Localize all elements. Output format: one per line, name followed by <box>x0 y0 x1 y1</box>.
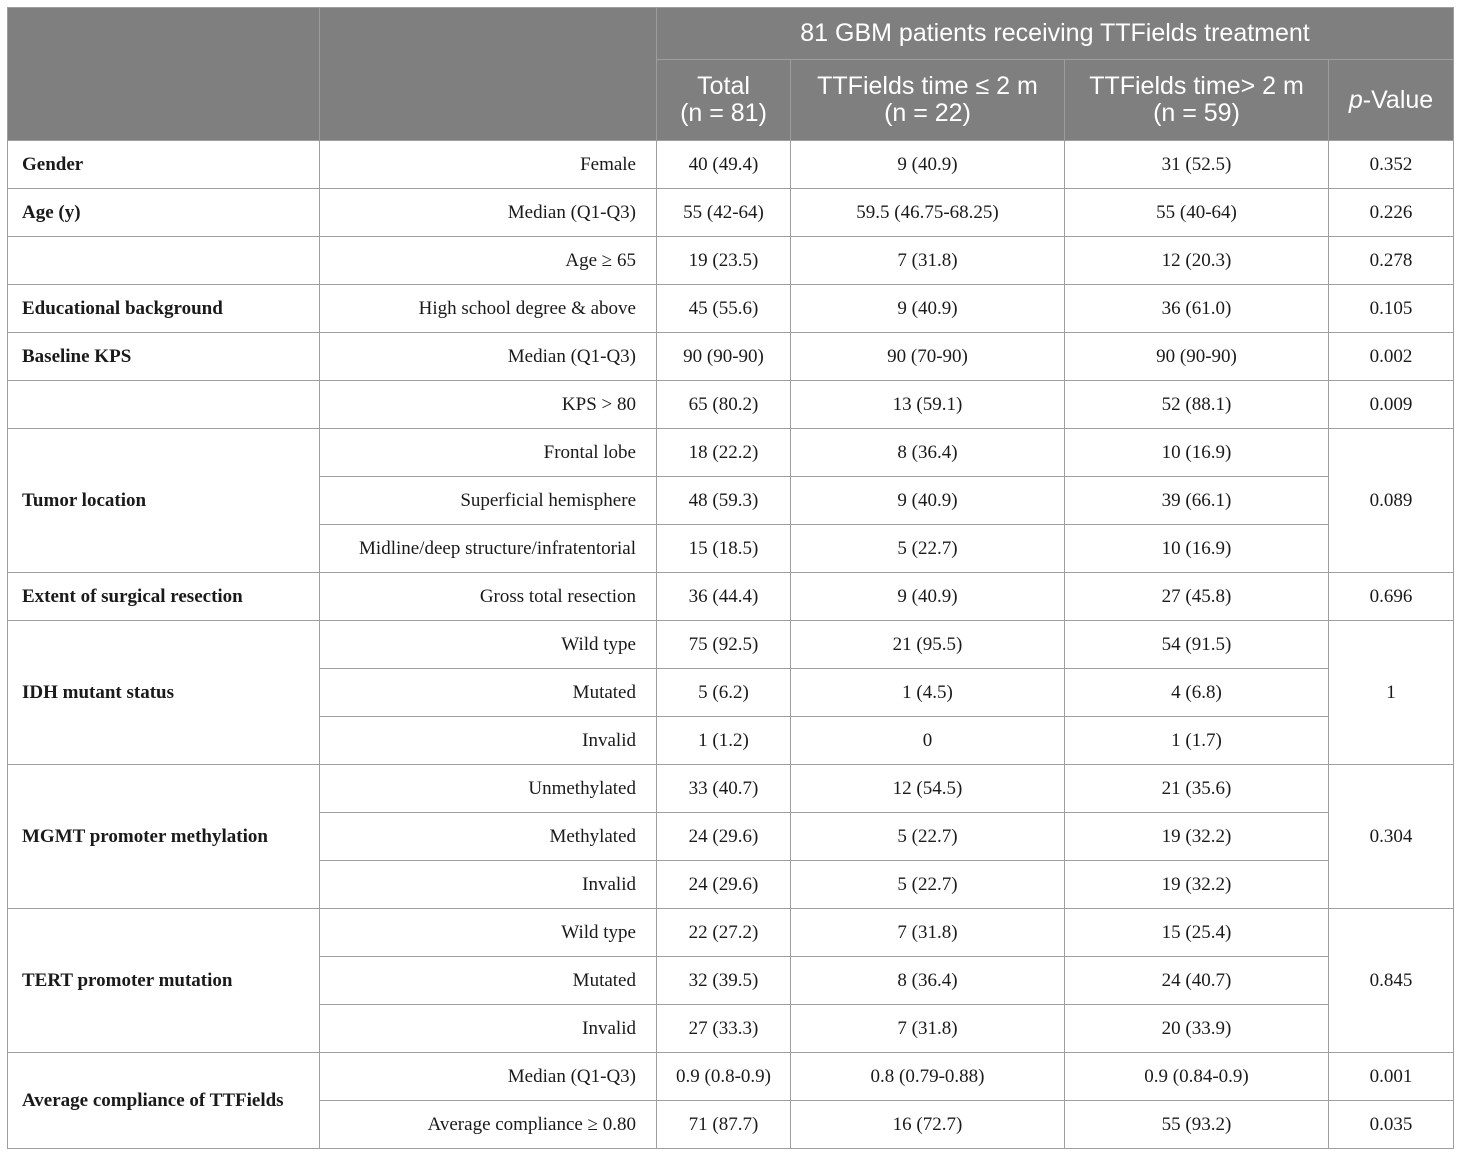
cell-pvalue: 0.001 <box>1329 1053 1454 1101</box>
cell-pvalue: 0.352 <box>1329 141 1454 189</box>
cell-le2: 8 (36.4) <box>791 429 1065 477</box>
cell-le2: 59.5 (46.75-68.25) <box>791 189 1065 237</box>
cell-le2: 7 (31.8) <box>791 237 1065 285</box>
header-pvalue-rest: -Value <box>1362 85 1434 114</box>
cell-total: 90 (90-90) <box>657 333 791 381</box>
row-label: Age ≥ 65 <box>320 237 657 285</box>
row-label: Average compliance ≥ 0.80 <box>320 1101 657 1149</box>
header-le2-title: TTFields time ≤ 2 m <box>817 72 1038 100</box>
cell-total: 75 (92.5) <box>657 621 791 669</box>
table-row <box>8 141 1454 189</box>
cell-le2: 9 (40.9) <box>791 285 1065 333</box>
cell-le2: 13 (59.1) <box>791 381 1065 429</box>
cell-gt2: 24 (40.7) <box>1065 957 1329 1005</box>
cell-gt2: 90 (90-90) <box>1065 333 1329 381</box>
table-row <box>8 237 1454 285</box>
cell-le2: 8 (36.4) <box>791 957 1065 1005</box>
cell-gt2: 36 (61.0) <box>1065 285 1329 333</box>
header-pvalue <box>1329 60 1454 141</box>
cell-total: 40 (49.4) <box>657 141 791 189</box>
row-category: Average compliance of TTFields <box>8 1053 320 1149</box>
cell-gt2: 19 (32.2) <box>1065 813 1329 861</box>
cell-le2: 0.8 (0.79-0.88) <box>791 1053 1065 1101</box>
row-label: Mutated <box>320 957 657 1005</box>
cell-gt2: 12 (20.3) <box>1065 237 1329 285</box>
cell-gt2: 10 (16.9) <box>1065 429 1329 477</box>
row-category: TERT promoter mutation <box>8 909 320 1053</box>
row-label: Frontal lobe <box>320 429 657 477</box>
cell-total: 15 (18.5) <box>657 525 791 573</box>
cell-gt2: 52 (88.1) <box>1065 381 1329 429</box>
cell-le2: 9 (40.9) <box>791 477 1065 525</box>
row-category: Baseline KPS <box>8 333 320 381</box>
cell-le2: 9 (40.9) <box>791 573 1065 621</box>
row-label: Wild type <box>320 909 657 957</box>
row-label: Invalid <box>320 861 657 909</box>
row-category: Extent of surgical resection <box>8 573 320 621</box>
cell-total: 71 (87.7) <box>657 1101 791 1149</box>
cell-gt2: 27 (45.8) <box>1065 573 1329 621</box>
cell-total: 24 (29.6) <box>657 861 791 909</box>
cell-gt2: 0.9 (0.84-0.9) <box>1065 1053 1329 1101</box>
cell-le2: 1 (4.5) <box>791 669 1065 717</box>
cell-total: 33 (40.7) <box>657 765 791 813</box>
table-row <box>8 333 1454 381</box>
cell-gt2: 4 (6.8) <box>1065 669 1329 717</box>
cell-total: 27 (33.3) <box>657 1005 791 1053</box>
cell-total: 45 (55.6) <box>657 285 791 333</box>
row-label: Female <box>320 141 657 189</box>
table-row <box>8 189 1454 237</box>
cell-pvalue: 1 <box>1329 621 1454 765</box>
header-empty-category <box>8 8 320 141</box>
row-label: Superficial hemisphere <box>320 477 657 525</box>
cell-le2: 7 (31.8) <box>791 1005 1065 1053</box>
cell-le2: 9 (40.9) <box>791 141 1065 189</box>
cell-pvalue: 0.304 <box>1329 765 1454 909</box>
cell-total: 48 (59.3) <box>657 477 791 525</box>
cell-pvalue: 0.845 <box>1329 909 1454 1053</box>
table-row <box>8 765 1454 813</box>
cell-pvalue: 0.105 <box>1329 285 1454 333</box>
cell-gt2: 20 (33.9) <box>1065 1005 1329 1053</box>
cell-gt2: 15 (25.4) <box>1065 909 1329 957</box>
cell-gt2: 54 (91.5) <box>1065 621 1329 669</box>
row-label: Gross total resection <box>320 573 657 621</box>
row-label: Median (Q1-Q3) <box>320 1053 657 1101</box>
table-header <box>8 8 1454 141</box>
row-label: Invalid <box>320 717 657 765</box>
table-row <box>8 909 1454 957</box>
cell-gt2: 55 (40-64) <box>1065 189 1329 237</box>
row-label: Unmethylated <box>320 765 657 813</box>
row-label: Mutated <box>320 669 657 717</box>
header-empty-label <box>320 8 657 141</box>
row-category: Tumor location <box>8 429 320 573</box>
row-label: Midline/deep structure/infratentorial <box>320 525 657 573</box>
header-group-title: 81 GBM patients receiving TTFields treatment <box>657 8 1454 60</box>
cell-le2: 7 (31.8) <box>791 909 1065 957</box>
row-category: Gender <box>8 141 320 189</box>
cell-pvalue: 0.035 <box>1329 1101 1454 1149</box>
header-total <box>657 60 791 141</box>
cell-le2: 5 (22.7) <box>791 525 1065 573</box>
row-label: KPS > 80 <box>320 381 657 429</box>
cell-total: 65 (80.2) <box>657 381 791 429</box>
cell-total: 32 (39.5) <box>657 957 791 1005</box>
cell-gt2: 21 (35.6) <box>1065 765 1329 813</box>
cell-gt2: 55 (93.2) <box>1065 1101 1329 1149</box>
cell-pvalue: 0.278 <box>1329 237 1454 285</box>
cell-pvalue: 0.089 <box>1329 429 1454 573</box>
cell-le2: 12 (54.5) <box>791 765 1065 813</box>
row-category: MGMT promoter methylation <box>8 765 320 909</box>
row-label: Methylated <box>320 813 657 861</box>
cell-gt2: 31 (52.5) <box>1065 141 1329 189</box>
cell-total: 5 (6.2) <box>657 669 791 717</box>
cell-le2: 21 (95.5) <box>791 621 1065 669</box>
header-total-n: (n = 81) <box>680 99 767 127</box>
row-category: Educational background <box>8 285 320 333</box>
cell-le2: 5 (22.7) <box>791 813 1065 861</box>
cell-pvalue: 0.009 <box>1329 381 1454 429</box>
cell-total: 0.9 (0.8-0.9) <box>657 1053 791 1101</box>
header-le2 <box>791 60 1065 141</box>
table-row <box>8 621 1454 669</box>
row-label: Wild type <box>320 621 657 669</box>
cell-le2: 16 (72.7) <box>791 1101 1065 1149</box>
cell-le2: 0 <box>791 717 1065 765</box>
header-gt2 <box>1065 60 1329 141</box>
cell-pvalue: 0.226 <box>1329 189 1454 237</box>
cell-total: 24 (29.6) <box>657 813 791 861</box>
cell-total: 22 (27.2) <box>657 909 791 957</box>
cell-total: 55 (42-64) <box>657 189 791 237</box>
cell-gt2: 19 (32.2) <box>1065 861 1329 909</box>
table-row <box>8 1053 1454 1101</box>
cell-total: 19 (23.5) <box>657 237 791 285</box>
cell-le2: 90 (70-90) <box>791 333 1065 381</box>
cell-gt2: 39 (66.1) <box>1065 477 1329 525</box>
cell-pvalue: 0.002 <box>1329 333 1454 381</box>
cell-pvalue: 0.696 <box>1329 573 1454 621</box>
header-le2-n: (n = 22) <box>884 99 971 127</box>
table-row <box>8 381 1454 429</box>
table-body <box>8 141 1454 1149</box>
header-gt2-n: (n = 59) <box>1153 99 1240 127</box>
row-category: IDH mutant status <box>8 621 320 765</box>
row-label: High school degree & above <box>320 285 657 333</box>
cell-total: 1 (1.2) <box>657 717 791 765</box>
header-pvalue-italic: p <box>1348 85 1363 114</box>
table-row <box>8 429 1454 477</box>
cell-gt2: 10 (16.9) <box>1065 525 1329 573</box>
cell-le2: 5 (22.7) <box>791 861 1065 909</box>
row-label: Invalid <box>320 1005 657 1053</box>
row-category: Age (y) <box>8 189 320 237</box>
row-category <box>8 381 320 429</box>
cell-total: 18 (22.2) <box>657 429 791 477</box>
row-label: Median (Q1-Q3) <box>320 333 657 381</box>
cell-gt2: 1 (1.7) <box>1065 717 1329 765</box>
table-row <box>8 573 1454 621</box>
header-gt2-title: TTFields time> 2 m <box>1089 72 1304 100</box>
cell-total: 36 (44.4) <box>657 573 791 621</box>
header-total-title: Total <box>697 72 750 100</box>
row-label: Median (Q1-Q3) <box>320 189 657 237</box>
baseline-characteristics-table <box>7 7 1454 1149</box>
row-category <box>8 237 320 285</box>
table-row <box>8 285 1454 333</box>
